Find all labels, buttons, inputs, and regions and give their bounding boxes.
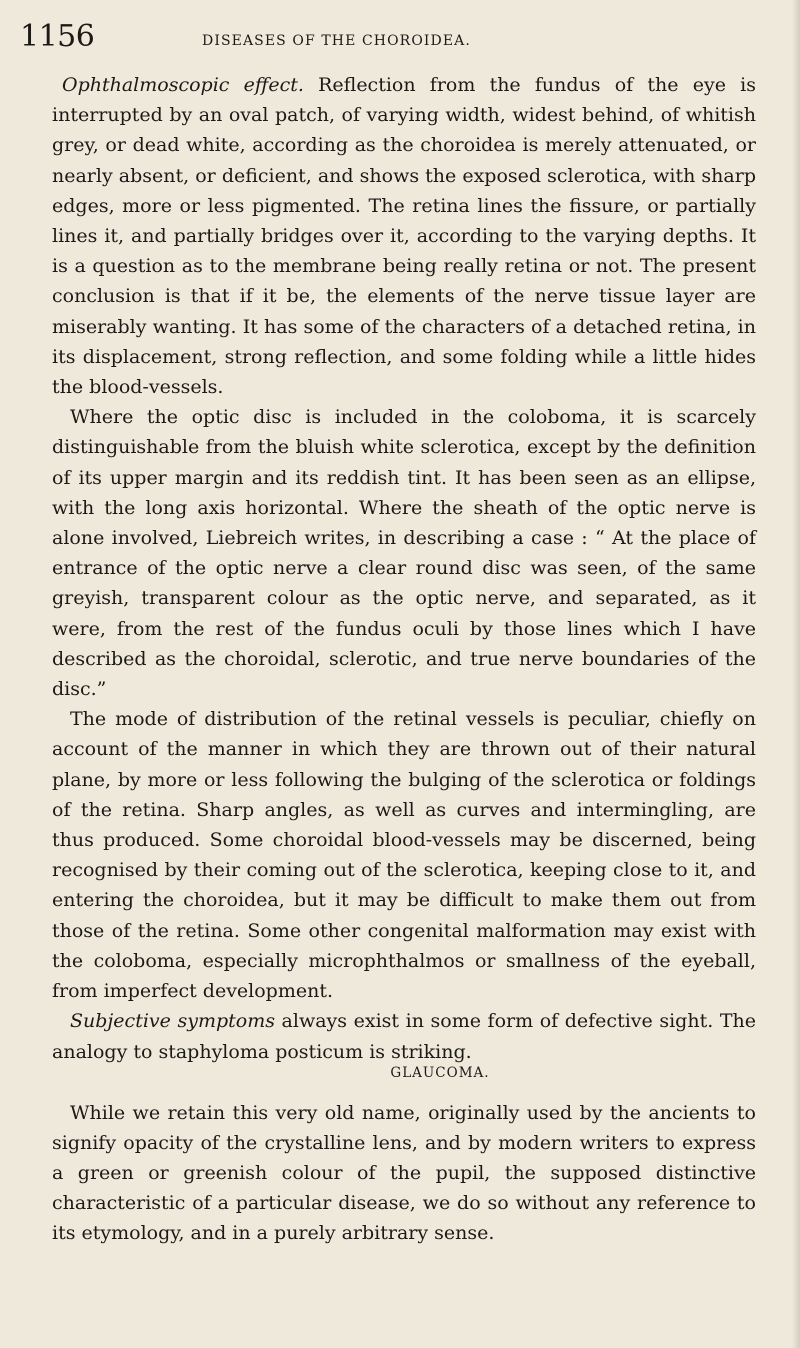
page-number: 1156 bbox=[20, 19, 95, 54]
body-text bbox=[52, 70, 756, 1067]
paragraph-optic-disc bbox=[52, 402, 756, 704]
paragraph-lead: Subjective symptoms bbox=[70, 1010, 275, 1033]
paragraph-subjective-symptoms bbox=[52, 1006, 756, 1066]
paragraph-ophthalmoscopic-effect bbox=[52, 70, 756, 402]
running-head: DISEASES OF THE CHOROIDEA. bbox=[202, 33, 471, 49]
paragraph-text: Where the optic disc is included in the coloboma, it is scarcely distinguishable from the bluish white sclerotica, except by the definition of its upper margin and its reddish tint. It has been seen as an ellipse, with the long axis horizontal. Where the sheath of the optic nerve is alone involved, Liebreich writes, in describing a case : “ At the place of entrance of the optic nerve a clear round disc was seen, of the same greyish, transparent colour as the optic nerve, and separated, as it were, from the rest of the fundus oculi by those lines which I have described as the choroidal, sclerotic, and true nerve boundaries of the disc.” bbox=[52, 406, 756, 701]
paragraph-text: Reflection from the fundus of the eye is interrupted by an oval patch, of varying width, widest behind, of whitish grey, or dead white, according as the choroidea is merely attenuated, or nearly absent, or deficient, and shows the exposed sclerotica, with sharp edges, more or less pigmented. The retina lines the fissure, or partially lines it, and partially bridges over it, according to the varying depths. It is a question as to the membrane being really retina or not. The present conclusion is that if it be, the elements of the nerve tissue layer are miserably wanting. It has some of the characters of a detached retina, in its displacement, strong reflection, and some folding while a little hides the blood-vessels. bbox=[52, 74, 756, 399]
paragraph-glaucoma: While we retain this very old name, originally used by the ancients to signify opacity of the crystalline lens, and by modern writers to express a green or greenish colour of the pupil, the supposed distinctive characteristic of a particular disease, we do so without any reference to its etymology, and in a purely arbitrary sense. bbox=[52, 1102, 756, 1244]
paragraph-lead: Ophthalmoscopic effect. bbox=[62, 74, 304, 96]
paragraph-text: always exist in some form of defective sight. The analogy to staphyloma posticum is striking. bbox=[52, 1010, 756, 1063]
page-edge-shadow bbox=[792, 0, 800, 1348]
paragraph-text: The mode of distribution of the retinal vessels is peculiar, chiefly on account of the manner in which they are thrown out of their natural plane, by more or less following the bulging of the sclerotica or foldings of the retina. Sharp angles, as well as curves and intermingling, are thus produced. Some choroidal blood-vessels may be discerned, being recognised by their coming out of the sclerotica, keeping close to it, and entering the choroidea, but it may be difficult to make them out from those of the retina. Some other congenital malformation may exist with the coloboma, especially microphthalmos or smallness of the eyeball, from imperfect development. bbox=[52, 708, 756, 1003]
glaucoma-text bbox=[52, 1098, 756, 1248]
page-header bbox=[0, 0, 800, 80]
section-heading-glaucoma: GLAUCOMA. bbox=[390, 1065, 490, 1081]
paragraph-retinal-vessels bbox=[52, 704, 756, 1006]
